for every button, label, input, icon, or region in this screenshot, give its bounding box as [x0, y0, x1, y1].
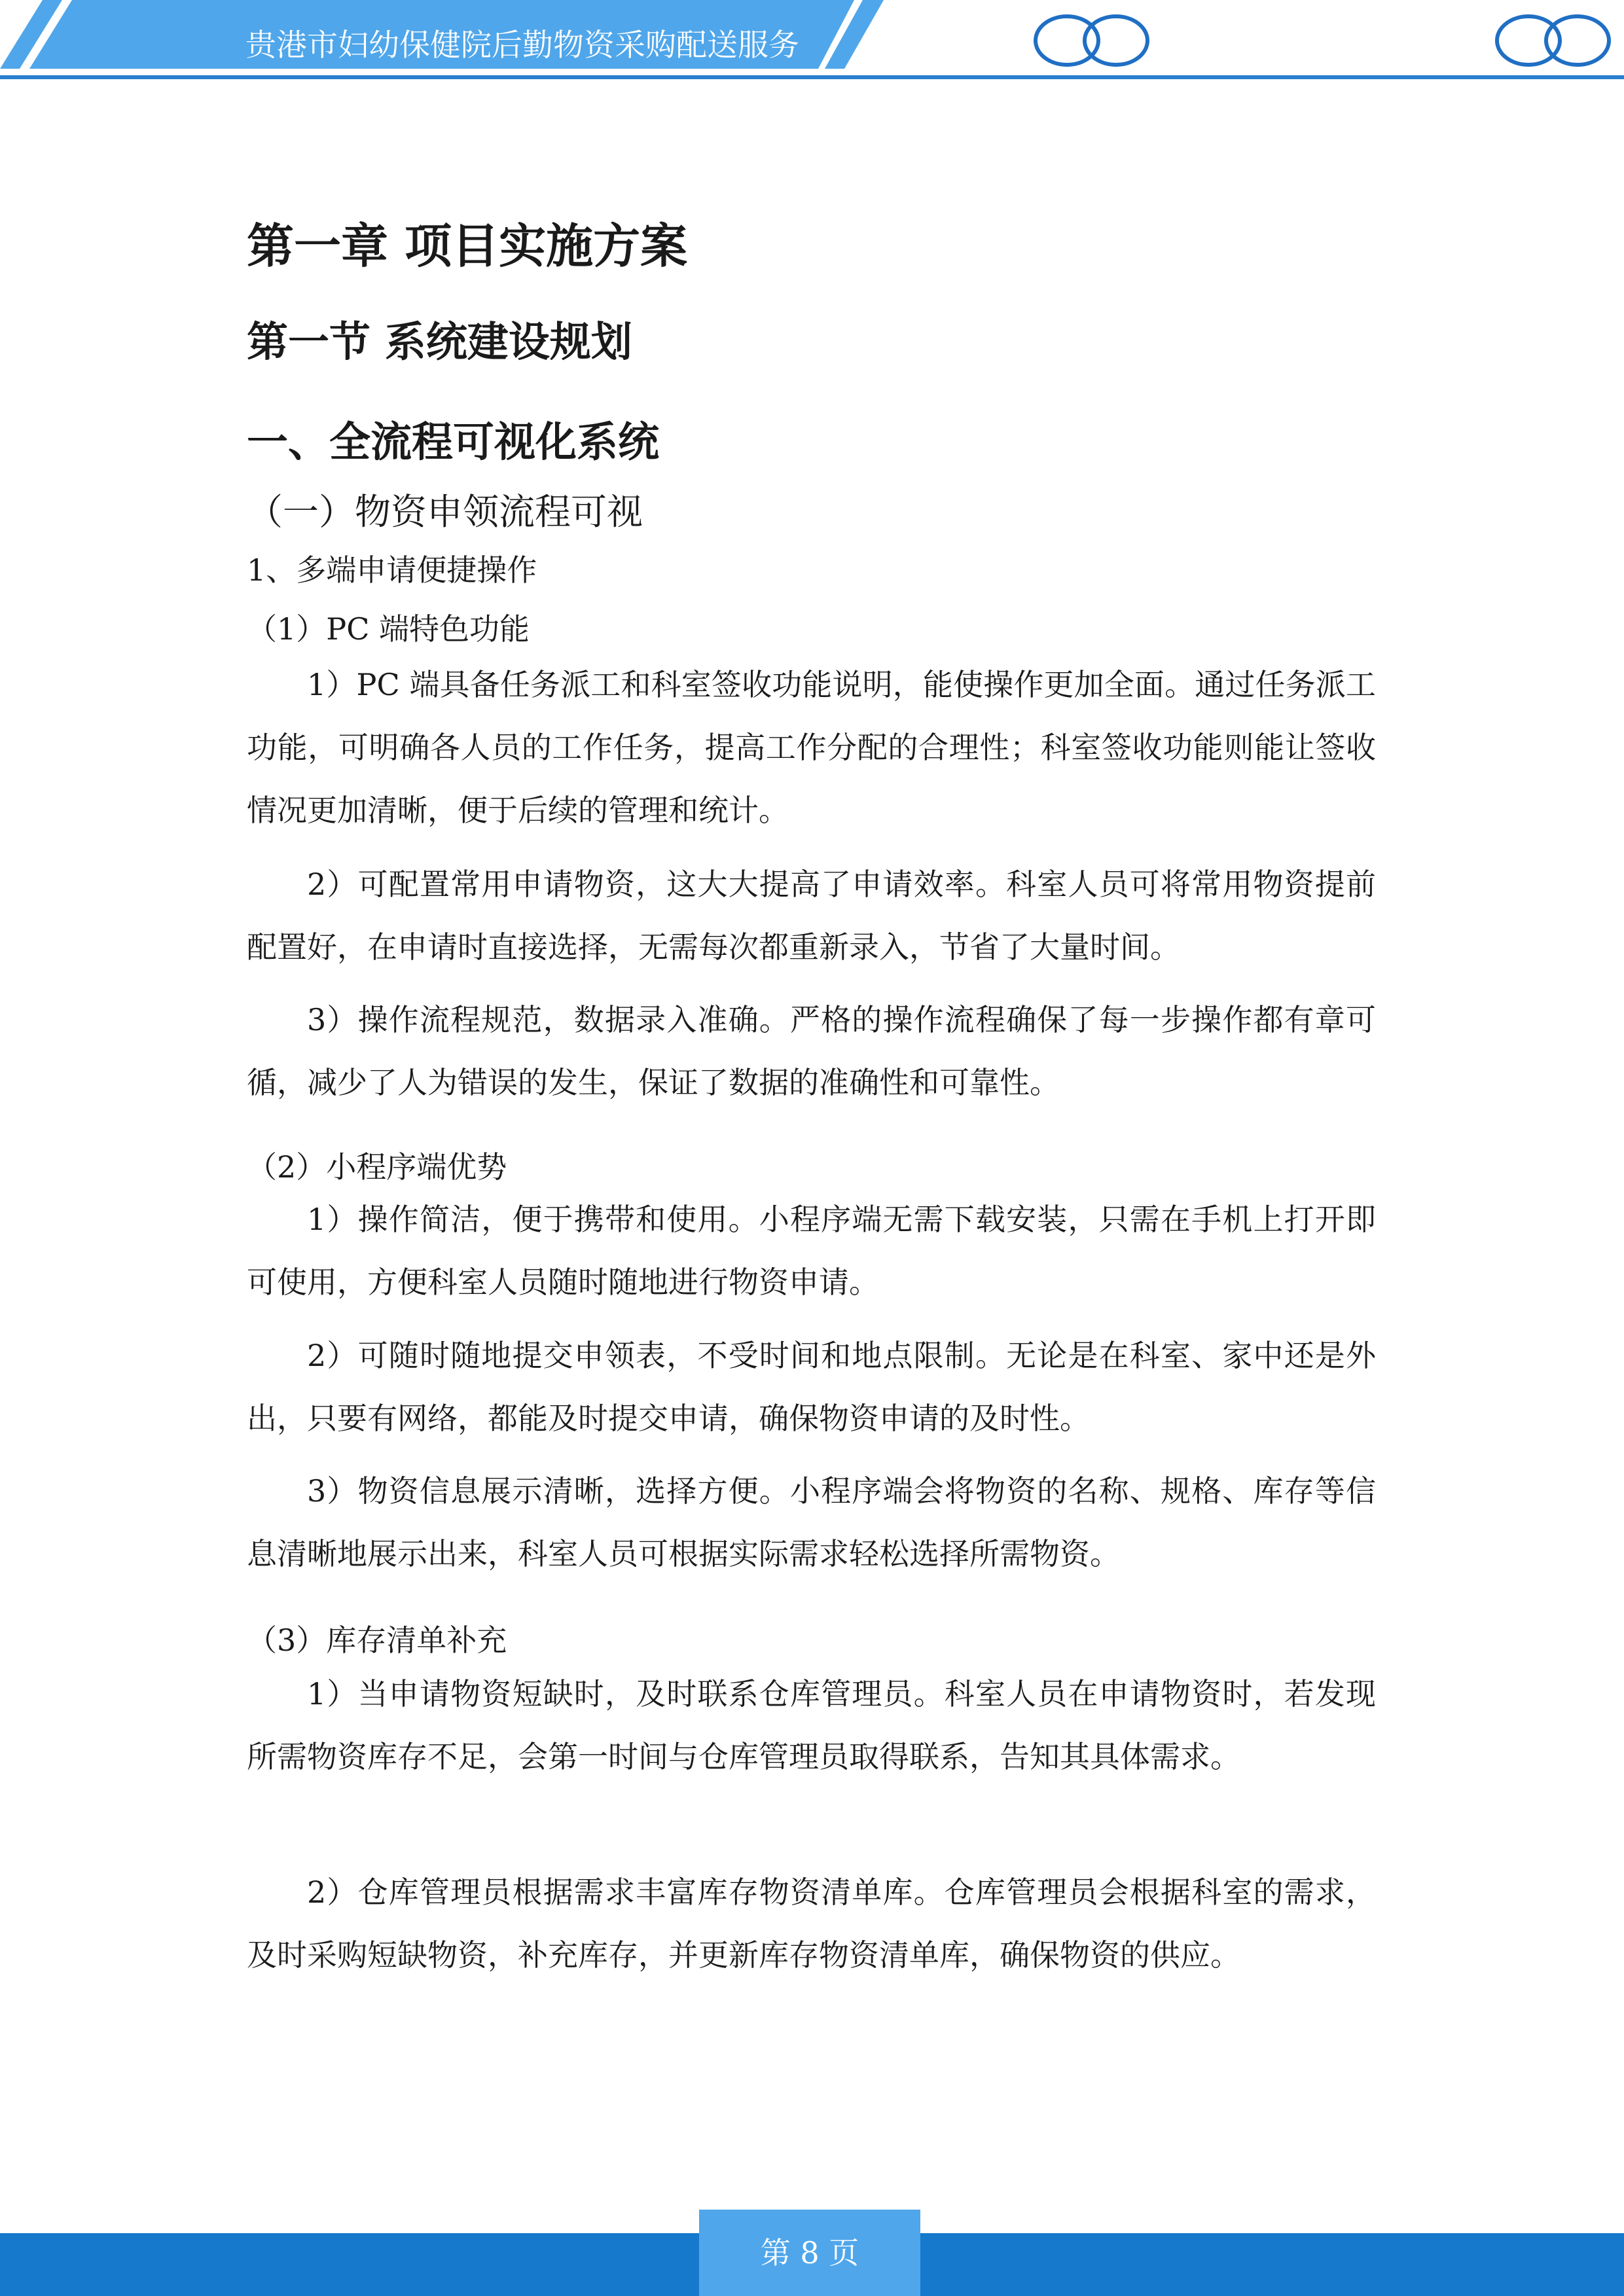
pc-paragraph-1: 1）PC 端具备任务派工和科室签收功能说明，能使操作更加全面。通过任务派工功能，可明确各人员的工作任务，提高工作分配的合理性；科室签收功能则能让签收情况更加清晰，便于后续的管理和统计。: [247, 667, 1376, 828]
page-number: 第 8 页: [699, 2210, 920, 2296]
chapter-title: 第一章 项目实施方案: [247, 218, 688, 274]
stock-paragraph-2: 2）仓库管理员根据需求丰富库存物资清单库。仓库管理员会根据科室的需求，及时采购短缺物资，补充库存，并更新库存物资清单库，确保物资的供应。: [247, 1874, 1376, 1973]
pc-paragraph-2: 2）可配置常用申请物资，这大大提高了申请效率。科室人员可将常用物资提前配置好，在申请时直接选择，无需每次都重新录入，节省了大量时间。: [247, 867, 1376, 965]
heading-level-1: 一、全流程可视化系统: [247, 418, 659, 466]
item-heading: 1、多端申请便捷操作: [247, 552, 537, 588]
mini-paragraph-1: 1）操作简洁，便于携带和使用。小程序端无需下载安装，只需在手机上打开即可使用，方便科室人员随时随地进行物资申请。: [247, 1202, 1376, 1300]
mini-paragraph-3: 3）物资信息展示清晰，选择方便。小程序端会将物资的名称、规格、库存等信息清晰地展示出来，科室人员可根据实际需求轻松选择所需物资。: [247, 1473, 1376, 1571]
header-rings-icon: [1036, 16, 1147, 65]
stock-heading: （3）库存清单补充: [247, 1623, 507, 1658]
stock-paragraph-1: 1）当申请物资短缺时，及时联系仓库管理员。科室人员在申请物资时，若发现所需物资库存不足，会第一时间与仓库管理员取得联系，告知其具体需求。: [247, 1676, 1376, 1774]
pc-paragraph-3: 3）操作流程规范，数据录入准确。严格的操作流程确保了每一步操作都有章可循，减少了人为错误的发生，保证了数据的准确性和可靠性。: [247, 1002, 1376, 1100]
mini-paragraph-2: 2）可随时随地提交申领表，不受时间和地点限制。无论是在科室、家中还是外出，只要有网络，都能及时提交申请，确保物资申请的及时性。: [247, 1338, 1376, 1436]
subheading: （一）物资申领流程可视: [247, 491, 643, 533]
header-title: 贵港市妇幼保健院后勤物资采购配送服务: [245, 27, 799, 63]
pc-heading: （1）PC 端特色功能: [247, 611, 530, 647]
header-rings-icon-right: [1497, 16, 1609, 65]
mini-heading: （2）小程序端优势: [247, 1149, 507, 1185]
section-title: 第一节 系统建设规划: [247, 317, 632, 366]
